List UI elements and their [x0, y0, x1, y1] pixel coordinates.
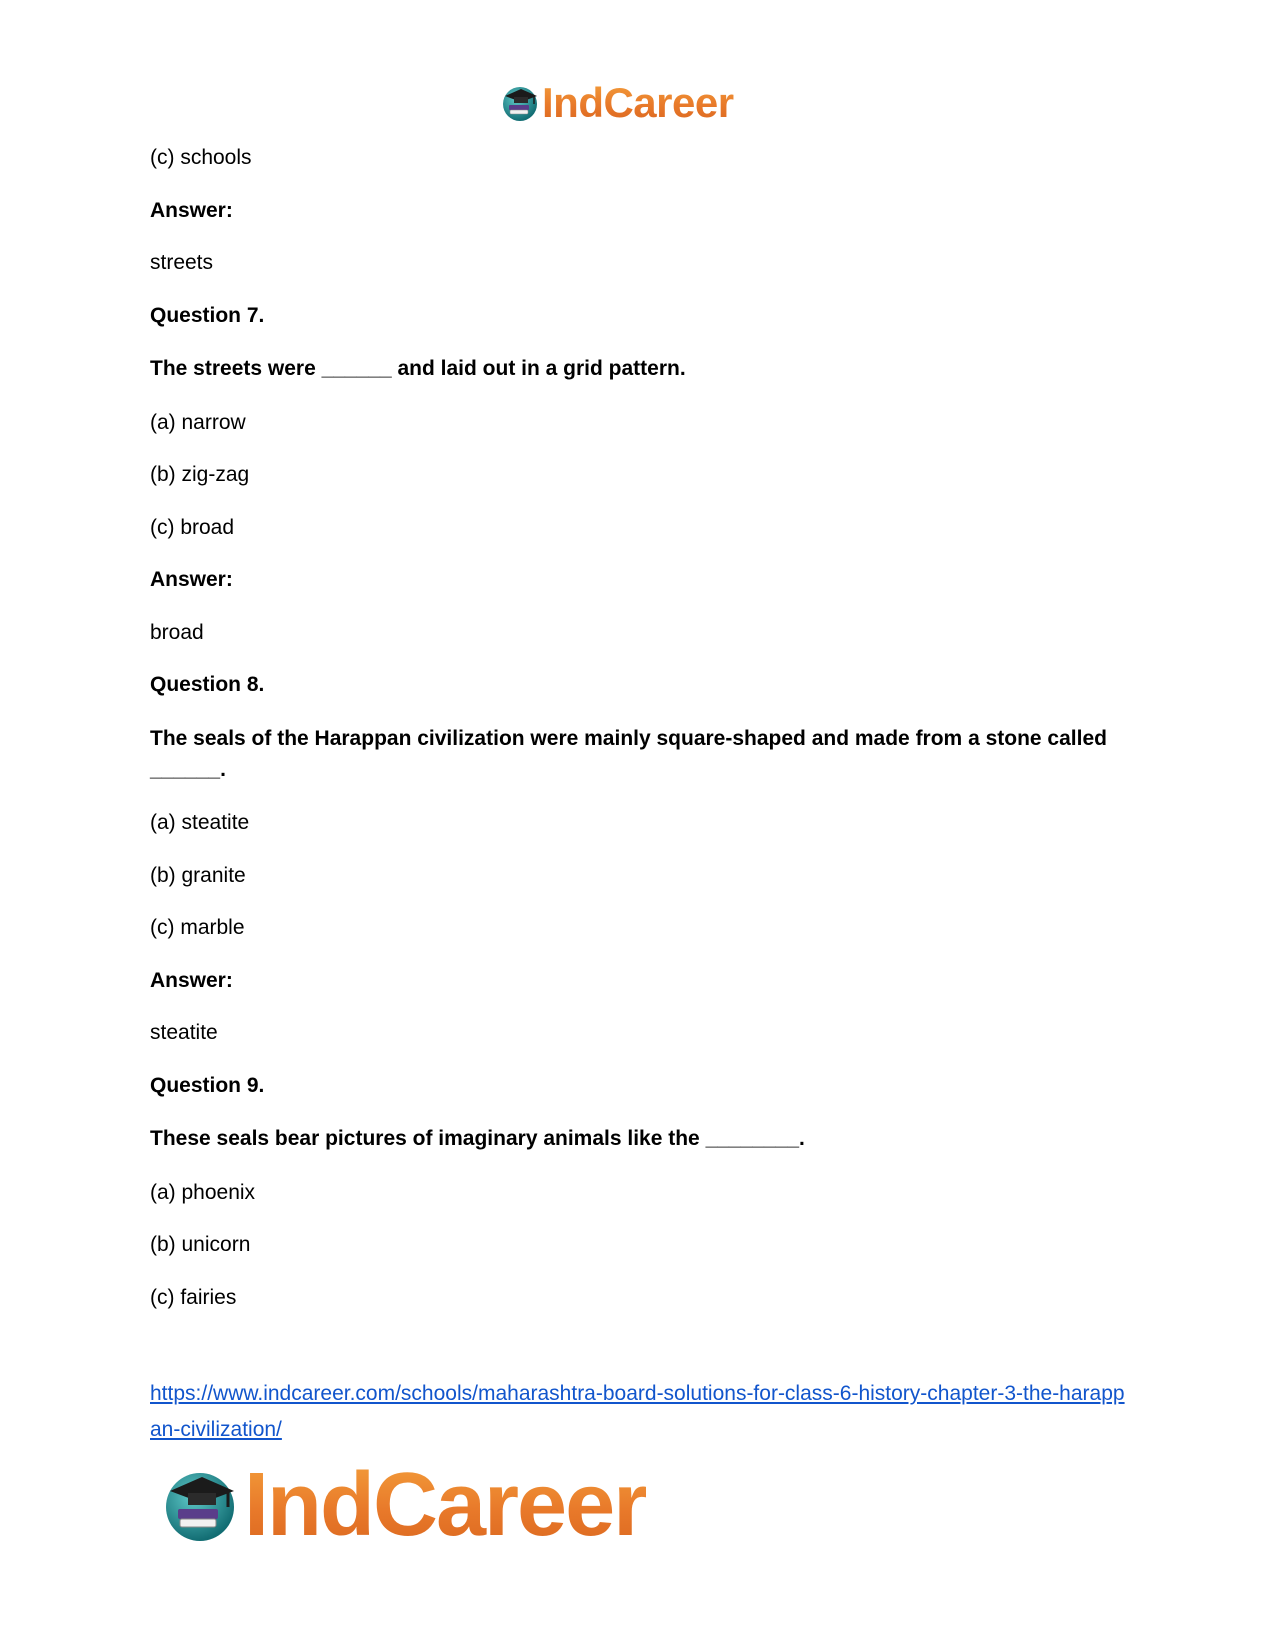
- option-line: (c) broad: [150, 515, 235, 539]
- question-label: Question 9.: [150, 1073, 265, 1097]
- option-line: (c) marble: [150, 916, 245, 939]
- answer-label: Answer:: [150, 198, 233, 222]
- question-text: The seals of the Harappan civilization were mainly square-shaped and made from a stone called ______.: [150, 726, 1113, 781]
- question-label: Question 8.: [150, 673, 265, 696]
- option-line: (a) phoenix: [150, 1180, 256, 1204]
- logo-text: IndCareer: [244, 1454, 647, 1555]
- answer-label: Answer:: [150, 568, 233, 591]
- graduation-cap-globe-icon: [160, 1465, 240, 1545]
- option-line: (b) unicorn: [150, 1233, 251, 1256]
- option-line: (b) granite: [150, 863, 246, 887]
- answer-text: streets: [150, 251, 214, 274]
- option-line: (a) steatite: [150, 811, 250, 834]
- option-line: (c) fairies: [150, 1285, 237, 1309]
- answer-text: steatite: [150, 1021, 218, 1044]
- header-logo: [500, 78, 734, 128]
- question-text: The streets were ______ and laid out in a grid pattern.: [150, 357, 686, 380]
- document-body: [150, 143, 1130, 1335]
- option-line: (b) zig-zag: [150, 463, 250, 486]
- answer-label: Answer:: [150, 968, 233, 992]
- logo-text: IndCareer: [542, 79, 734, 126]
- question-label: Question 7.: [150, 303, 265, 327]
- option-line: (a) narrow: [150, 410, 246, 434]
- graduation-cap-globe-icon: [500, 83, 540, 123]
- source-link[interactable]: https://www.indcareer.com/schools/maharashtra-board-solutions-for-class-6-history-chapter-3-the-harappan-civilization/: [150, 1382, 1125, 1441]
- question-text: These seals bear pictures of imaginary animals like the ________.: [150, 1127, 805, 1150]
- option-line: (c) schools: [150, 146, 252, 169]
- footer-logo: [160, 1454, 647, 1555]
- answer-text: broad: [150, 620, 204, 644]
